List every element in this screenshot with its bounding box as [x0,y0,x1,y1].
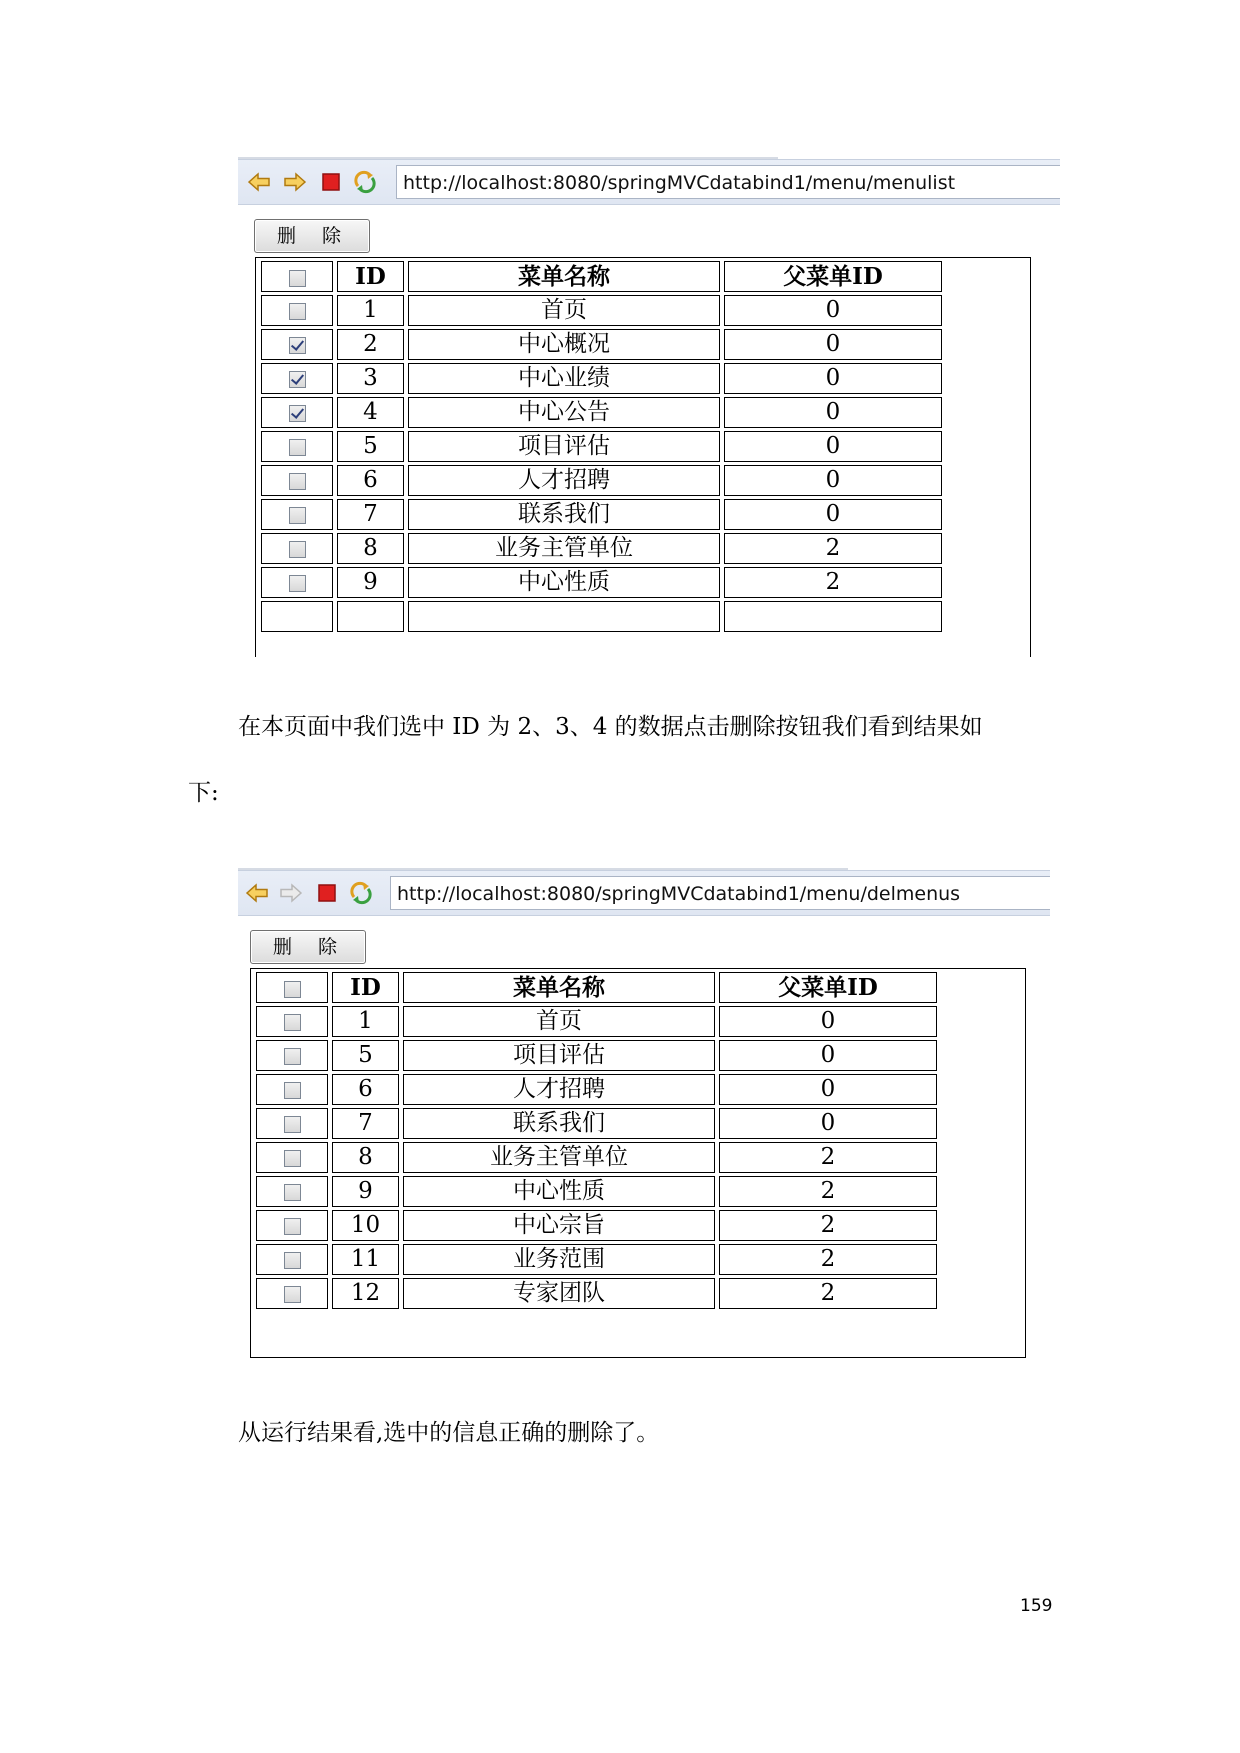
parent-id-cell: 0 [724,363,942,394]
select-all-checkbox[interactable] [289,270,306,287]
row-select-cell [256,1040,328,1071]
row-select-cell [261,397,333,428]
browser-screenshot-menulist [238,157,1060,657]
row-select-cell [256,1006,328,1037]
name-cell: 首页 [408,295,720,326]
select-all-cell [256,972,328,1003]
parent-id-cell: 0 [724,499,942,530]
id-cell: 6 [332,1074,399,1105]
table-row [261,465,942,496]
row-checkbox[interactable] [284,1286,301,1303]
row-checkbox[interactable] [284,1150,301,1167]
row-checkbox[interactable] [289,541,306,558]
row-checkbox[interactable] [284,1116,301,1133]
id-cell: 5 [332,1040,399,1071]
row-select-cell [261,567,333,598]
column-header: 菜单名称 [403,972,715,1003]
row-select-cell [261,329,333,360]
address-bar[interactable]: http://localhost:8080/springMVCdatabind1/menu/menulist [396,165,1060,199]
table-row [256,1176,937,1207]
select-all-cell [261,261,333,292]
row-select-cell [256,1244,328,1275]
back-arrow-icon[interactable] [246,169,272,195]
table-header-row [261,261,942,292]
name-cell: 项目评估 [403,1040,715,1071]
table-row [256,1040,937,1071]
row-select-cell [261,431,333,462]
column-header: 父菜单ID [724,261,942,292]
browser-screenshot-delmenus [238,868,1050,1358]
table-row [261,499,942,530]
row-checkbox[interactable] [289,439,306,456]
browser-toolbar [238,159,1060,205]
name-cell: 业务主管单位 [408,533,720,564]
row-checkbox[interactable] [284,1048,301,1065]
name-cell: 业务主管单位 [403,1142,715,1173]
table-row [256,1006,937,1037]
row-checkbox[interactable] [289,575,306,592]
row-checkbox[interactable] [289,303,306,320]
parent-id-cell: 2 [719,1244,937,1275]
row-checkbox[interactable] [284,1014,301,1031]
parent-id-cell: 0 [724,397,942,428]
id-cell: 8 [337,533,404,564]
table-row [261,431,942,462]
row-select-cell [256,1176,328,1207]
id-cell: 9 [337,567,404,598]
parent-id-cell: 2 [724,533,942,564]
name-cell: 联系我们 [403,1108,715,1139]
page-number: 159 [1020,1596,1053,1616]
cropped-cell [261,601,333,632]
browser-toolbar [238,870,1050,916]
refresh-icon[interactable] [352,169,378,195]
table-row [261,329,942,360]
table-row [256,1278,937,1309]
row-select-cell [261,465,333,496]
id-cell: 4 [337,397,404,428]
row-select-cell [256,1108,328,1139]
row-select-cell [261,363,333,394]
id-cell: 11 [332,1244,399,1275]
row-checkbox[interactable] [289,371,306,388]
name-cell: 项目评估 [408,431,720,462]
table-row [261,295,942,326]
menu-table [255,257,1031,657]
row-select-cell [256,1278,328,1309]
column-header: 菜单名称 [408,261,720,292]
row-select-cell [256,1142,328,1173]
row-checkbox[interactable] [289,507,306,524]
menu-table [250,968,1026,1358]
row-select-cell [256,1074,328,1105]
table-row [261,533,942,564]
delete-button[interactable]: 删除 [250,930,366,964]
table-row [261,567,942,598]
row-select-cell [261,533,333,564]
forward-arrow-icon[interactable] [278,880,304,906]
parent-id-cell: 0 [724,465,942,496]
parent-id-cell: 2 [724,567,942,598]
cropped-cell [408,601,720,632]
table-row [256,1210,937,1241]
table-row [256,1108,937,1139]
parent-id-cell: 0 [724,431,942,462]
table-header-row [256,972,937,1003]
row-select-cell [261,499,333,530]
parent-id-cell: 0 [719,1006,937,1037]
row-checkbox[interactable] [289,473,306,490]
parent-id-cell: 2 [719,1278,937,1309]
parent-id-cell: 0 [724,329,942,360]
table-row [256,1074,937,1105]
column-header: 父菜单ID [719,972,937,1003]
name-cell: 联系我们 [408,499,720,530]
row-checkbox[interactable] [284,1218,301,1235]
parent-id-cell: 0 [719,1108,937,1139]
table-row [256,1244,937,1275]
stop-icon[interactable] [318,169,344,195]
name-cell: 业务范围 [403,1244,715,1275]
paragraph-line-2: 下: [188,780,219,806]
row-checkbox[interactable] [289,337,306,354]
id-cell: 7 [337,499,404,530]
row-checkbox[interactable] [284,1252,301,1269]
paragraph-line-1: 在本页面中我们选中 ID 为 2、3、4 的数据点击删除按钮我们看到结果如 [238,714,983,740]
cropped-cell [337,601,404,632]
name-cell: 人才招聘 [403,1074,715,1105]
select-all-checkbox[interactable] [284,981,301,998]
id-cell: 7 [332,1108,399,1139]
refresh-icon[interactable] [348,880,374,906]
column-header: ID [337,261,404,292]
id-cell: 6 [337,465,404,496]
delete-button[interactable]: 删除 [254,219,370,253]
id-cell: 2 [337,329,404,360]
id-cell: 9 [332,1176,399,1207]
name-cell: 中心性质 [408,567,720,598]
id-cell: 8 [332,1142,399,1173]
parent-id-cell: 0 [719,1040,937,1071]
name-cell: 专家团队 [403,1278,715,1309]
name-cell: 中心业绩 [408,363,720,394]
paragraph-conclusion: 从运行结果看,选中的信息正确的删除了。 [238,1420,660,1446]
row-select-cell [256,1210,328,1241]
id-cell: 1 [337,295,404,326]
back-arrow-icon[interactable] [244,880,270,906]
name-cell: 中心公告 [408,397,720,428]
id-cell: 1 [332,1006,399,1037]
address-bar[interactable]: http://localhost:8080/springMVCdatabind1/menu/delmenus [390,876,1050,910]
table-row [261,397,942,428]
table-row-cropped [261,601,942,632]
name-cell: 首页 [403,1006,715,1037]
parent-id-cell: 2 [719,1176,937,1207]
name-cell: 中心宗旨 [403,1210,715,1241]
row-checkbox[interactable] [289,405,306,422]
id-cell: 3 [337,363,404,394]
name-cell: 中心性质 [403,1176,715,1207]
table-row [261,363,942,394]
name-cell: 中心概况 [408,329,720,360]
column-header: ID [332,972,399,1003]
stop-icon[interactable] [314,880,340,906]
id-cell: 5 [337,431,404,462]
parent-id-cell: 0 [724,295,942,326]
row-checkbox[interactable] [284,1082,301,1099]
cropped-cell [724,601,942,632]
table-row [256,1142,937,1173]
forward-arrow-icon[interactable] [282,169,308,195]
parent-id-cell: 0 [719,1074,937,1105]
row-checkbox[interactable] [284,1184,301,1201]
id-cell: 10 [332,1210,399,1241]
name-cell: 人才招聘 [408,465,720,496]
parent-id-cell: 2 [719,1210,937,1241]
row-select-cell [261,295,333,326]
id-cell: 12 [332,1278,399,1309]
parent-id-cell: 2 [719,1142,937,1173]
